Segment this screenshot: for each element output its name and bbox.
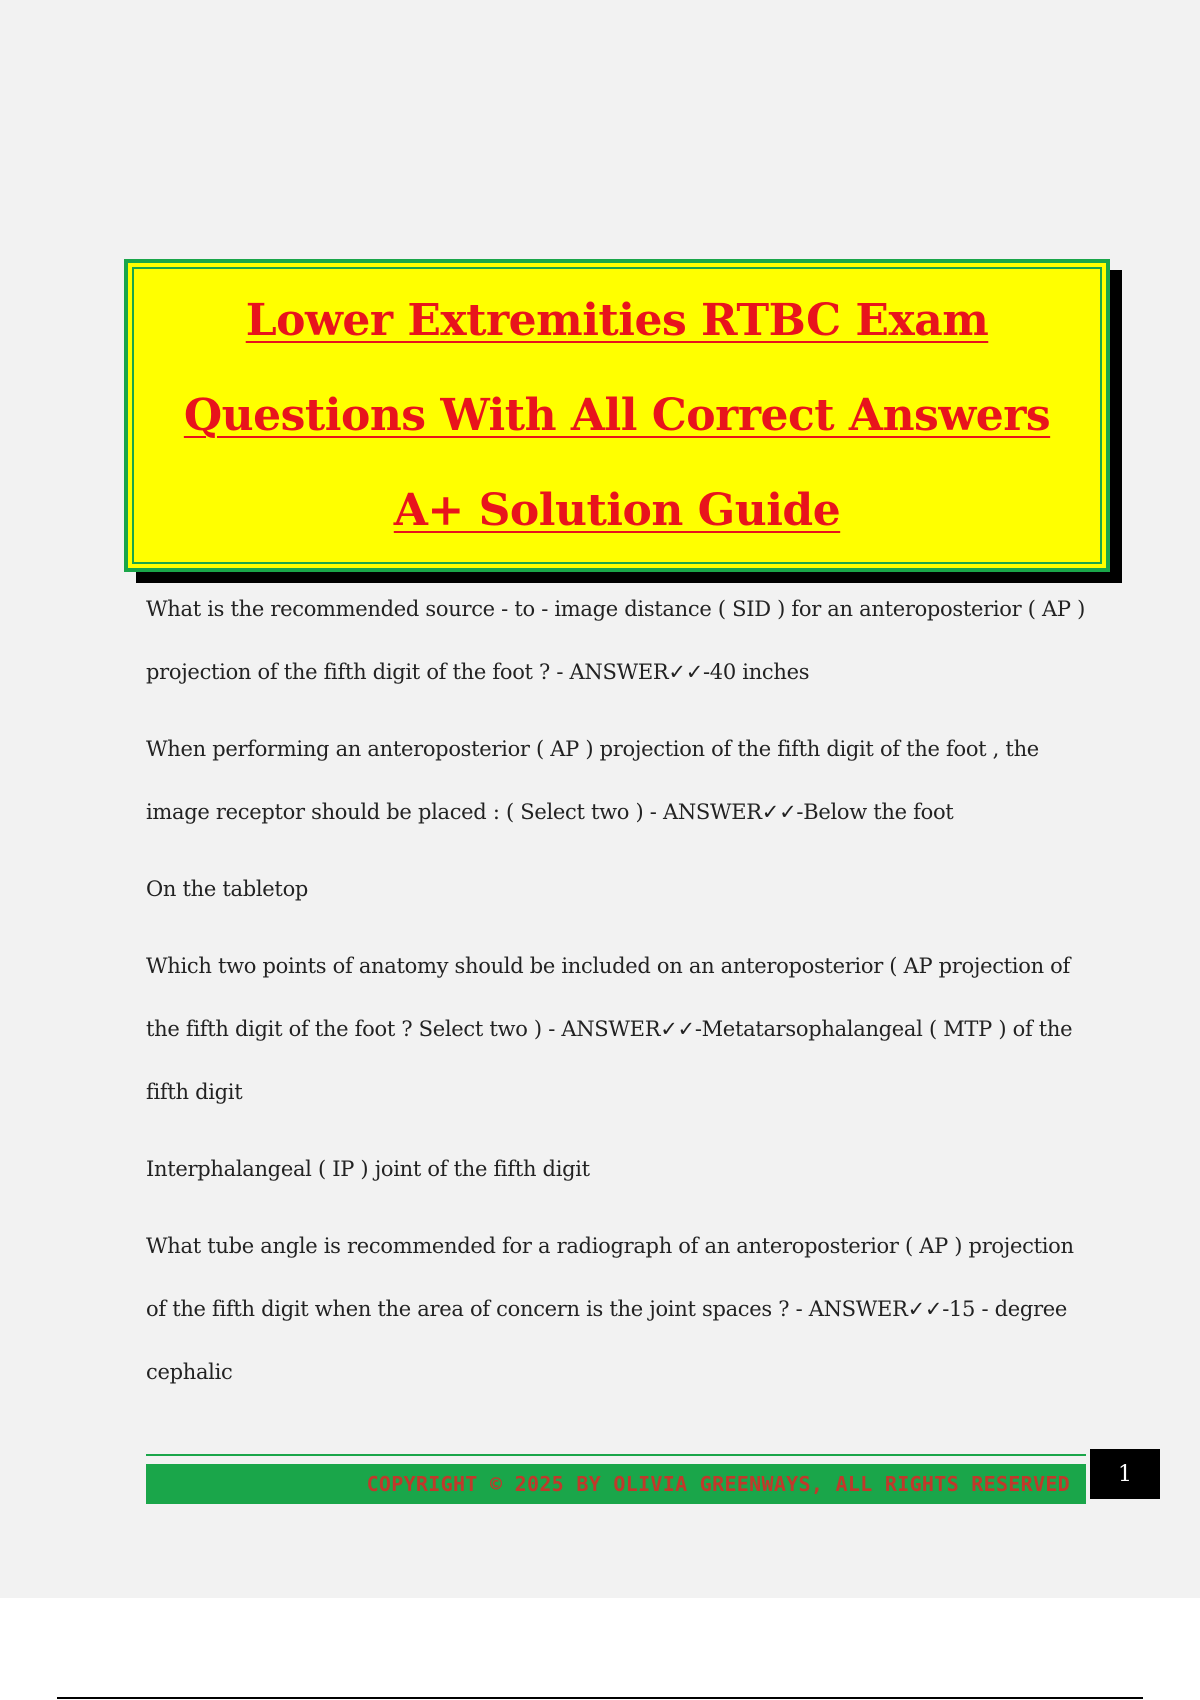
title-line-3: A+ Solution Guide [393,485,841,536]
page-bottom-rule [57,1697,1143,1699]
question-1: What is the recommended source - to - image distance ( SID ) for an anteroposterior ( AP ) projection of the fifth digit of the foot ? - ANSWER✓✓-40 inches [146,597,1085,684]
question-4: What tube angle is recommended for a radiograph of an anteroposterior ( AP ) projection of the fifth digit when the area of concern is the joint spaces ? - ANSWER✓✓-15 - degree cephalic [146,1234,1074,1384]
footer-bar [146,1464,1086,1504]
question-3: Which two points of anatomy should be included on an anteroposterior ( AP projection of the fifth digit of the foot ? Select two ) - ANSWER✓✓-Metatarsophalangeal ( MTP ) of the fifth digit [146,954,1073,1104]
page-number: 1 [1090,1449,1160,1499]
title-line-2: Questions With All Correct Answers [183,390,1051,441]
question-2-answer-extra: On the tabletop [146,877,309,901]
footer-divider [146,1454,1086,1456]
title-line-1: Lower Extremities RTBC Exam [245,295,989,346]
copyright-text: COPYRIGHT © 2025 BY OLIVIA GREENWAYS, ALL RIGHTS RESERVED [366,1472,1070,1496]
document-body [146,578,1096,1418]
title-box [124,259,1110,572]
question-2: When performing an anteroposterior ( AP ) projection of the fifth digit of the foot , the image receptor should be placed : ( Select two ) - ANSWER✓✓-Below the foot [146,737,1039,824]
question-3-answer-extra: Interphalangeal ( IP ) joint of the fifth digit [146,1157,590,1181]
